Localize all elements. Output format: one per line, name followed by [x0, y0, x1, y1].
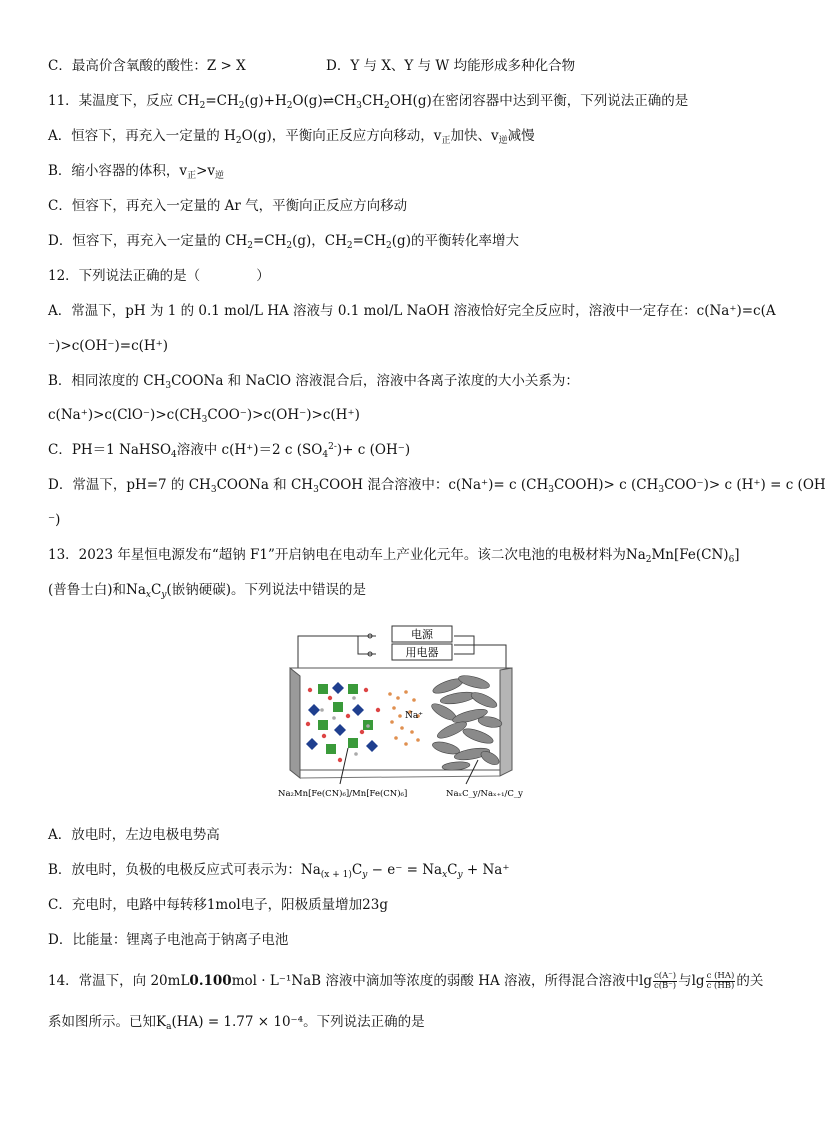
q12-option-b-line1: B．相同浓度的 $CH_3COONa$ 和 NaClO 溶液混合后，溶液中各离子浓度的大小关系为：	[48, 373, 579, 391]
q11-stem: 11．某温度下，反应 $CH_2=CH_2(g)+H_2O(g)\rightleftharpoons CH_3CH_2OH(g)$在密闭容器中达到平衡，下列说法正确的是	[48, 93, 689, 111]
q13-option-d: D．比能量：锂离子电池高于钠离子电池	[48, 932, 289, 948]
na-ion-label: Na⁺	[405, 711, 423, 721]
q10-option-d: D．Y 与 X、Y 与 W 均能形成多种化合物	[326, 58, 576, 74]
right-electrode	[500, 668, 512, 776]
q14-stem-line1: 14．常温下，向 20mL0.100mol · L⁻¹NaB 溶液中滴加等浓度的弱酸 HA 溶液，所得混合溶液中lg $\frac{c(A^-)}{c(B^-)}$ 与lg $\frac{c (HA)}{c (HB)}$ 的关	[48, 971, 764, 991]
q13-option-a: A．放电时，左边电极电势高	[48, 827, 220, 843]
q14-stem-line2: 系如图所示。已知$K_a(HA) = 1.77 \times 10^{-4}$。下列说法正确的是	[48, 1014, 425, 1032]
q12-option-d-line2: ⁻)	[48, 512, 61, 528]
q12-option-d-line1: D．常温下，pH=7 的 $CH_3COONa$ 和 $CH_3COOH$ 混合溶液中：c(Na⁺)= c $(CH_3COOH)> c$ $(CH_3COO^-)> c$ (H⁺) = c (OH	[48, 477, 826, 495]
q13-stem-line2: (普鲁士白)和$Na_xC_y$(嵌钠硬碳)。下列说法中错误的是	[48, 582, 366, 600]
q13-stem-line1: 13．2023 年星恒电源发布“超钠 F1”开启钠电在电动车上产业化元年。该二次电池的电极材料为$Na_2Mn[Fe(CN)_6]$	[48, 547, 740, 565]
q11-option-a: A．恒容下，再充入一定量的 $H_2O(g)$，平衡向正反应方向移动，$v_正$加快、$v_逆$减慢	[48, 128, 535, 146]
power-source-label: 电源	[411, 628, 433, 641]
q12-option-a-line1: A．常温下，pH 为 1 的 0.1 mol/L HA 溶液与 0.1 mol/L NaOH 溶液恰好完全反应时，溶液中一定存在：c(Na⁺)=c(A	[48, 303, 776, 319]
q11-option-b: B．缩小容器的体积，$v_正>v_逆$	[48, 163, 225, 181]
fraction-ha-over-hb: $\frac{c (HA)}{c (HB)}$	[706, 971, 735, 991]
q13-option-b: B．放电时，负极的电极反应式可表示为：$Na_{(x + 1)}C_y - e^- = Na_xC_y + Na^+$	[48, 862, 510, 880]
right-electrode-label: NaₓC_y/Naₓ₊₁/C_y	[446, 789, 523, 799]
q12-option-c: C．PH＝1 NaHSO$_4$溶液中 c(H⁺)＝2 c $(SO_4^{2-})+ c$ (OH⁻)	[48, 442, 411, 460]
q11-option-d: D．恒容下，再充入一定量的 $CH_2=CH_2(g)$，$CH_2=CH_2(g)$的平衡转化率增大	[48, 233, 519, 251]
left-electrode-label: Na₂Mn[Fe(CN)₆]/Mn[Fe(CN)₆]	[278, 789, 408, 799]
q11-option-c: C．恒容下，再充入一定量的 Ar 气，平衡向正反应方向移动	[48, 198, 408, 214]
battery-diagram	[278, 620, 524, 802]
left-electrode	[290, 668, 300, 778]
fraction-a-over-b: $\frac{c(A^-)}{c(B^-)}$	[653, 971, 677, 991]
q12-option-b-line2: $c(Na^+)>c(ClO^-)>c(CH_3COO^-)>c(OH^-)>c(H^+)$	[48, 407, 360, 425]
q12-option-a-line2: ⁻)>c(OH⁻)=c(H⁺)	[48, 338, 169, 354]
q12-stem: 12．下列说法正确的是（ ）	[48, 268, 270, 284]
device-label: 用电器	[405, 646, 439, 659]
q13-option-c: C．充电时，电路中每转移1mol电子，阳极质量增加23g	[48, 897, 388, 913]
q10-option-c: C．最高价含氧酸的酸性：Z > X	[48, 58, 246, 74]
